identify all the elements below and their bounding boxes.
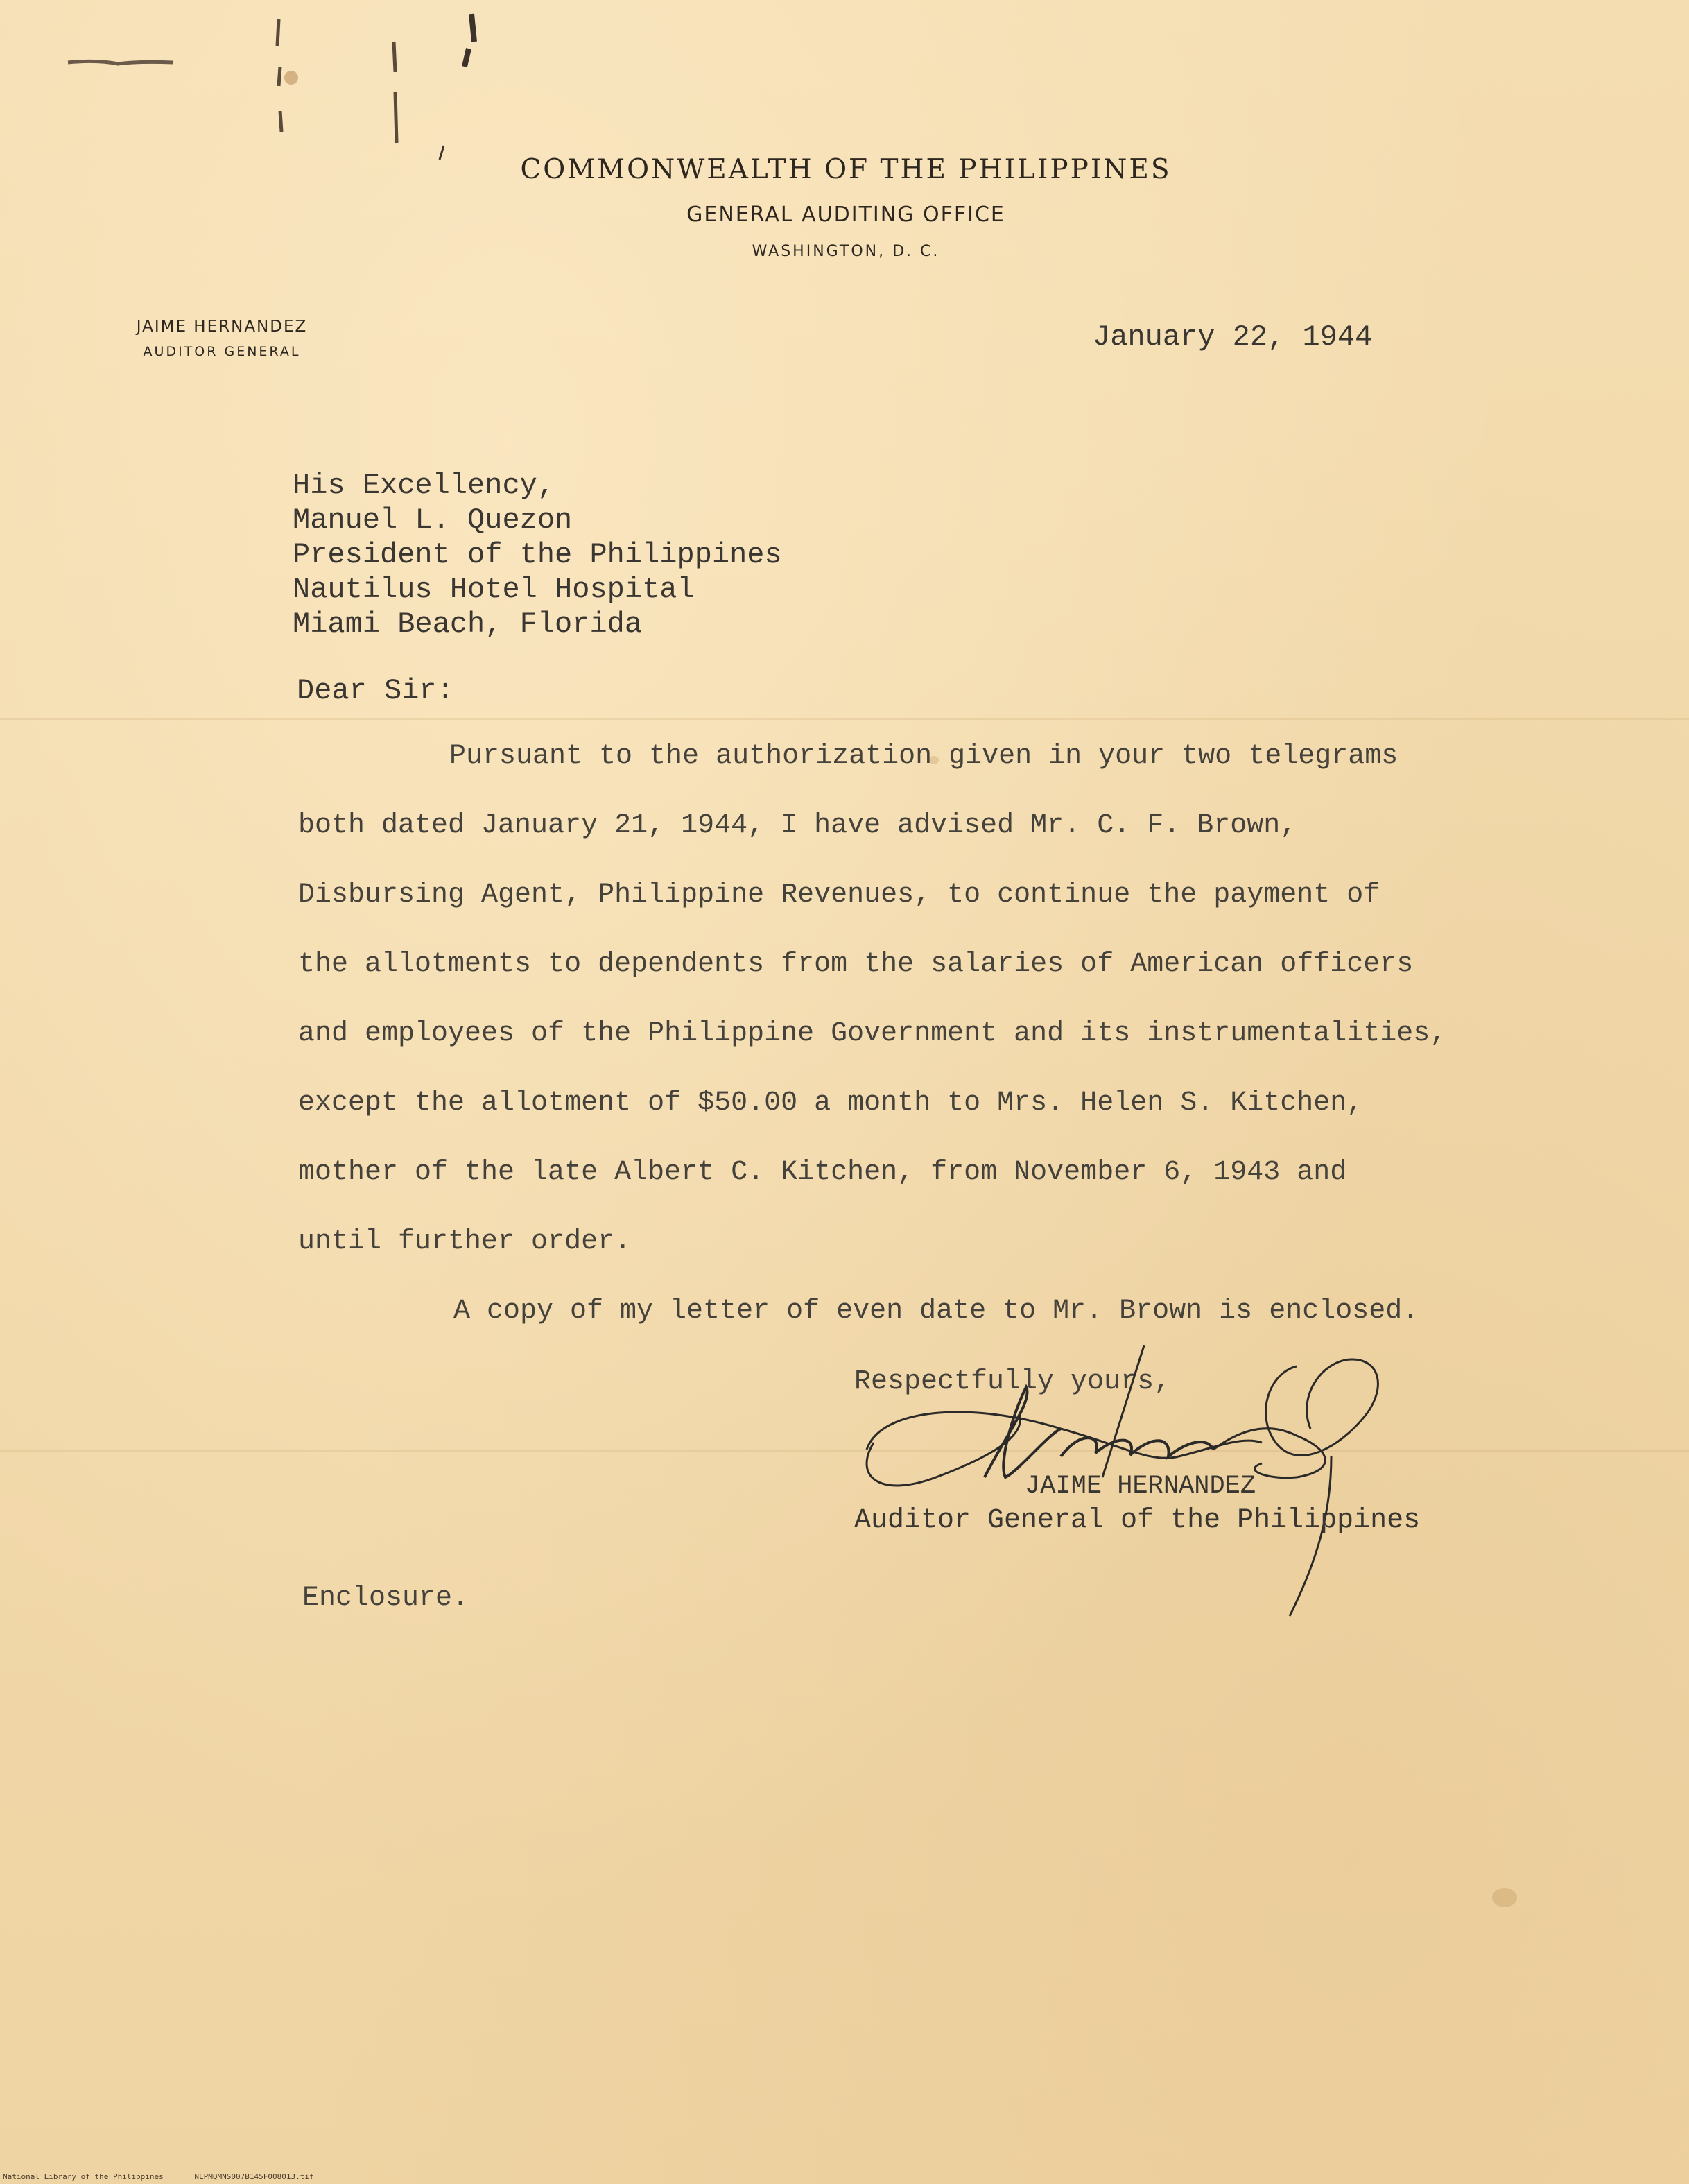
signer-title: Auditor General of the Philippines [854,1505,1421,1536]
recipient-line: Nautilus Hotel Hospital [293,573,695,606]
salutation: Dear Sir: [297,674,454,707]
recipient-line: His Excellency, [293,469,555,502]
body-line: Pursuant to the authorization given in your two telegrams [449,741,1398,772]
letter-date: January 22, 1944 [1093,320,1373,354]
letterhead-official-name: JAIME HERNANDEZ [136,318,308,336]
closing: Respectfully yours, [854,1366,1171,1398]
body-line: the allotments to dependents from the salaries of American officers [298,949,1414,980]
body-line: and employees of the Philippine Government and its instrumentalities, [298,1018,1447,1049]
letterhead-city: WASHINGTON, D. C. [752,243,940,260]
paper-fold [0,1450,1689,1452]
archive-footer [3,2172,340,2181]
tack-marks [55,0,499,160]
archive-file-id: NLPMQMNS007B145F008013.tif [194,2172,314,2181]
letterhead-title: COMMONWEALTH OF THE PHILIPPINES [520,154,1172,185]
body-line: mother of the late Albert C. Kitchen, from November 6, 1943 and [298,1157,1347,1188]
recipient-line: Manuel L. Quezon [293,504,573,537]
body-line: except the allotment of $50.00 a month to Mrs. Helen S. Kitchen, [298,1087,1364,1119]
paper-stain [1492,1888,1517,1907]
recipient-line: Miami Beach, Florida [293,608,643,641]
paper-fold [0,718,1689,720]
letterhead-official-role: AUDITOR GENERAL [143,344,301,359]
enclosure-note: Enclosure. [302,1583,469,1614]
recipient-line: President of the Philippines [293,538,782,571]
letterhead-office: GENERAL AUDITING OFFICE [686,203,1005,227]
body-line: until further order. [298,1226,632,1257]
archive-name: National Library of the Philippines [3,2172,164,2181]
body-line: both dated January 21, 1944, I have advised Mr. C. F. Brown, [298,810,1297,841]
body-line: Disbursing Agent, Philippine Revenues, to continue the payment of [298,879,1380,911]
body-paragraph-2: A copy of my letter of even date to Mr. Brown is enclosed. [453,1296,1419,1327]
signer-name: JAIME HERNANDEZ [1025,1472,1256,1501]
